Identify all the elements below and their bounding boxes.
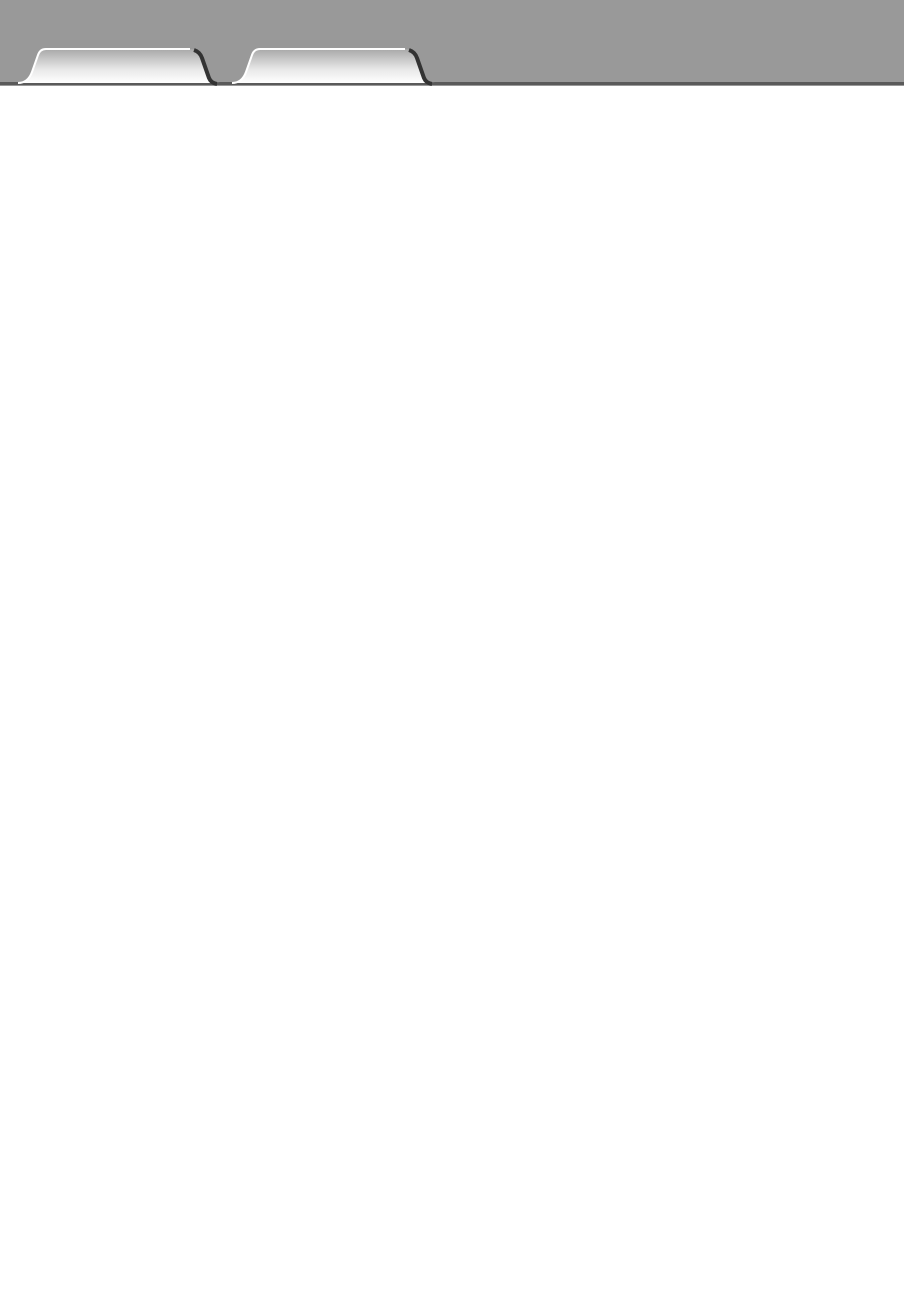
tab-1 [18,49,220,84]
page-header-tabs [0,0,904,86]
folder-tabs-graphic [0,0,904,86]
tab-2 [232,49,435,84]
